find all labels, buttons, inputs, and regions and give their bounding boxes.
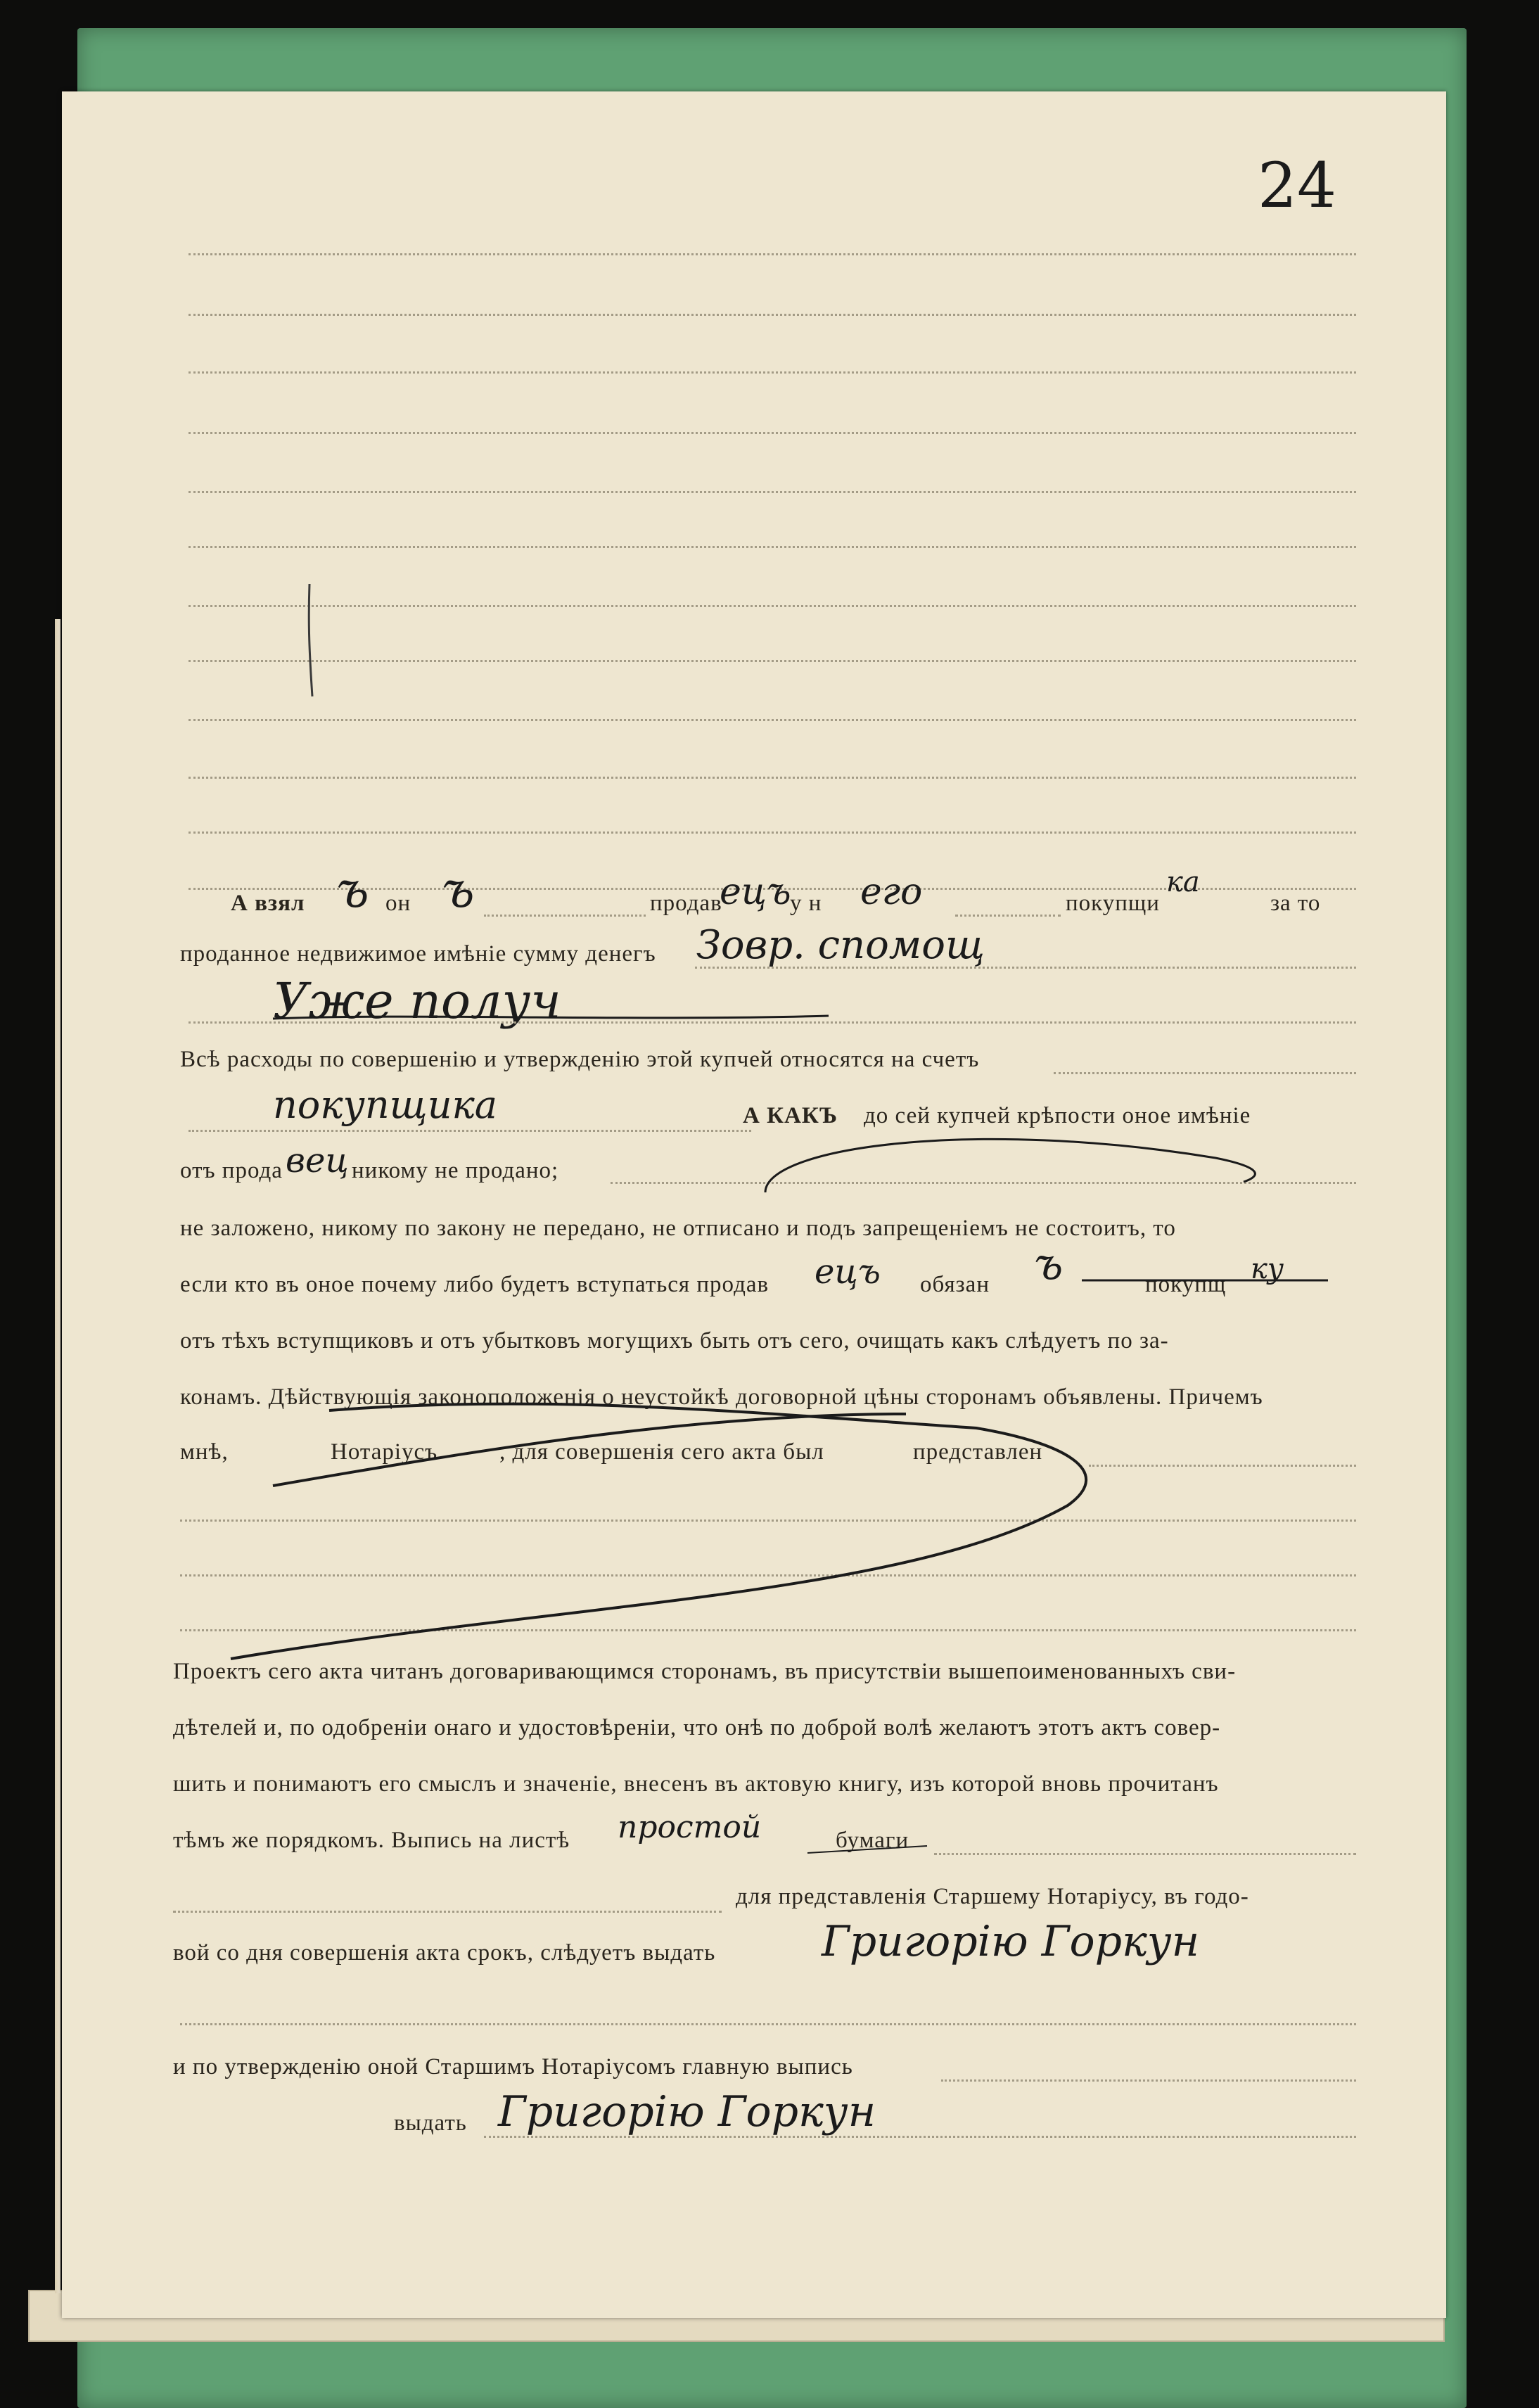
handwriting-h6: Зовр. спомощ [696,922,985,968]
text-obyazan: обязан [920,1272,990,1297]
handwriting-h3: ецъ [720,871,791,913]
handwriting-h11: ъ [1034,1238,1064,1289]
text-predstavlen: представлен [913,1439,1043,1465]
text-dlya-soversheniya: , для совершенія сего акта был [499,1439,824,1465]
handwriting-h4: его [860,871,923,913]
page-edge [55,619,60,2293]
handwriting-h10: ецъ [815,1252,881,1292]
text-u-n: у н [790,891,822,916]
text-proekt: Проектъ сего акта читанъ договаривающимся сторонамъ, въ присутствіи вышепоименованныхъ сви- [173,1659,1237,1684]
text-nikomu-ne-prodano: никому не продано; [352,1158,559,1183]
text-dlya-predstavleniya: для представленія Старшему Нотаріусу, въ годо- [736,1884,1249,1909]
document-page [62,91,1446,2318]
text-tem-zhe: тѣмъ же порядкомъ. Выпись на листѣ [173,1828,570,1853]
text-a-kak: А КАКЪ [743,1103,838,1128]
text-za-to: за то [1270,891,1321,916]
text-mne: мнѣ, [180,1439,229,1465]
text-do-sei-kupchei: до сей купчей крѣпости оное имѣніе [864,1103,1251,1128]
text-vydat: выдать [394,2110,467,2136]
handwriting-h12: ку [1251,1253,1284,1285]
text-notarius: Нотаріусъ [331,1439,438,1465]
text-i-po-utverzhdeniyu: и по утвержденію оной Старшимъ Нотаріусомъ главную выпись [173,2054,853,2079]
text-a-vzyal: А взял [231,891,305,916]
text-konam: конамъ. Дѣйствующія законоположенія о неустойкѣ договорной цѣны сторонамъ объявлены. Причемъ [180,1384,1263,1410]
handwriting-h1: ъ [336,861,369,919]
text-pokupshchi: покупщи [1066,891,1160,916]
text-esli-kto: если кто въ оное почему либо будетъ вступаться продав [180,1272,770,1297]
text-voi-so-dnya: вой со дня совершенія акта срокъ, слѣдуетъ выдать [173,1940,716,1966]
handwriting-h14: Григорію Горкун [822,1917,1200,1966]
text-shit: шить и понимаютъ его смыслъ и значеніе, внесенъ въ актовую книгу, изъ которой вновь прочитанъ [173,1771,1219,1797]
text-ot-proda: отъ прода [180,1158,283,1183]
page-number: 24 [1258,149,1336,222]
text-vse-raskhody: Всѣ расходы по совершенію и утвержденію этой купчей относятся на счетъ [180,1047,980,1072]
handwriting-h5: ка [1166,866,1200,898]
handwriting-h13: простой [618,1809,762,1845]
handwriting-h9: вец [286,1141,349,1180]
text-bumagi: бумаги [836,1828,909,1853]
handwriting-h7: Уже получ [273,972,561,1030]
text-prodannoe: проданное недвижимое имѣніе сумму денегъ [180,941,656,967]
text-pokupshch: покупщ [1145,1272,1227,1297]
handwriting-h8: покупщика [273,1083,497,1127]
handwriting-h15: Григорію Горкун [498,2087,876,2136]
text-prodav: продав [650,891,722,916]
pen-strokes [62,91,1446,2318]
text-svidetelei: дѣтелей и, по одобреніи онаго и удостовѣреніи, что онѣ по доброй волѣ желаютъ этотъ актъ совер- [173,1715,1221,1740]
text-ot-tekh: отъ тѣхъ вступщиковъ и отъ убытковъ могущихъ быть отъ сего, очищать какъ слѣдуетъ по за- [180,1328,1169,1353]
text-on: он [385,891,411,916]
handwriting-h2: ъ [442,861,475,919]
text-ne-zalozheno: не заложено, никому по закону не передано, не отписано и подъ запрещеніемъ не состоитъ, то [180,1216,1176,1241]
